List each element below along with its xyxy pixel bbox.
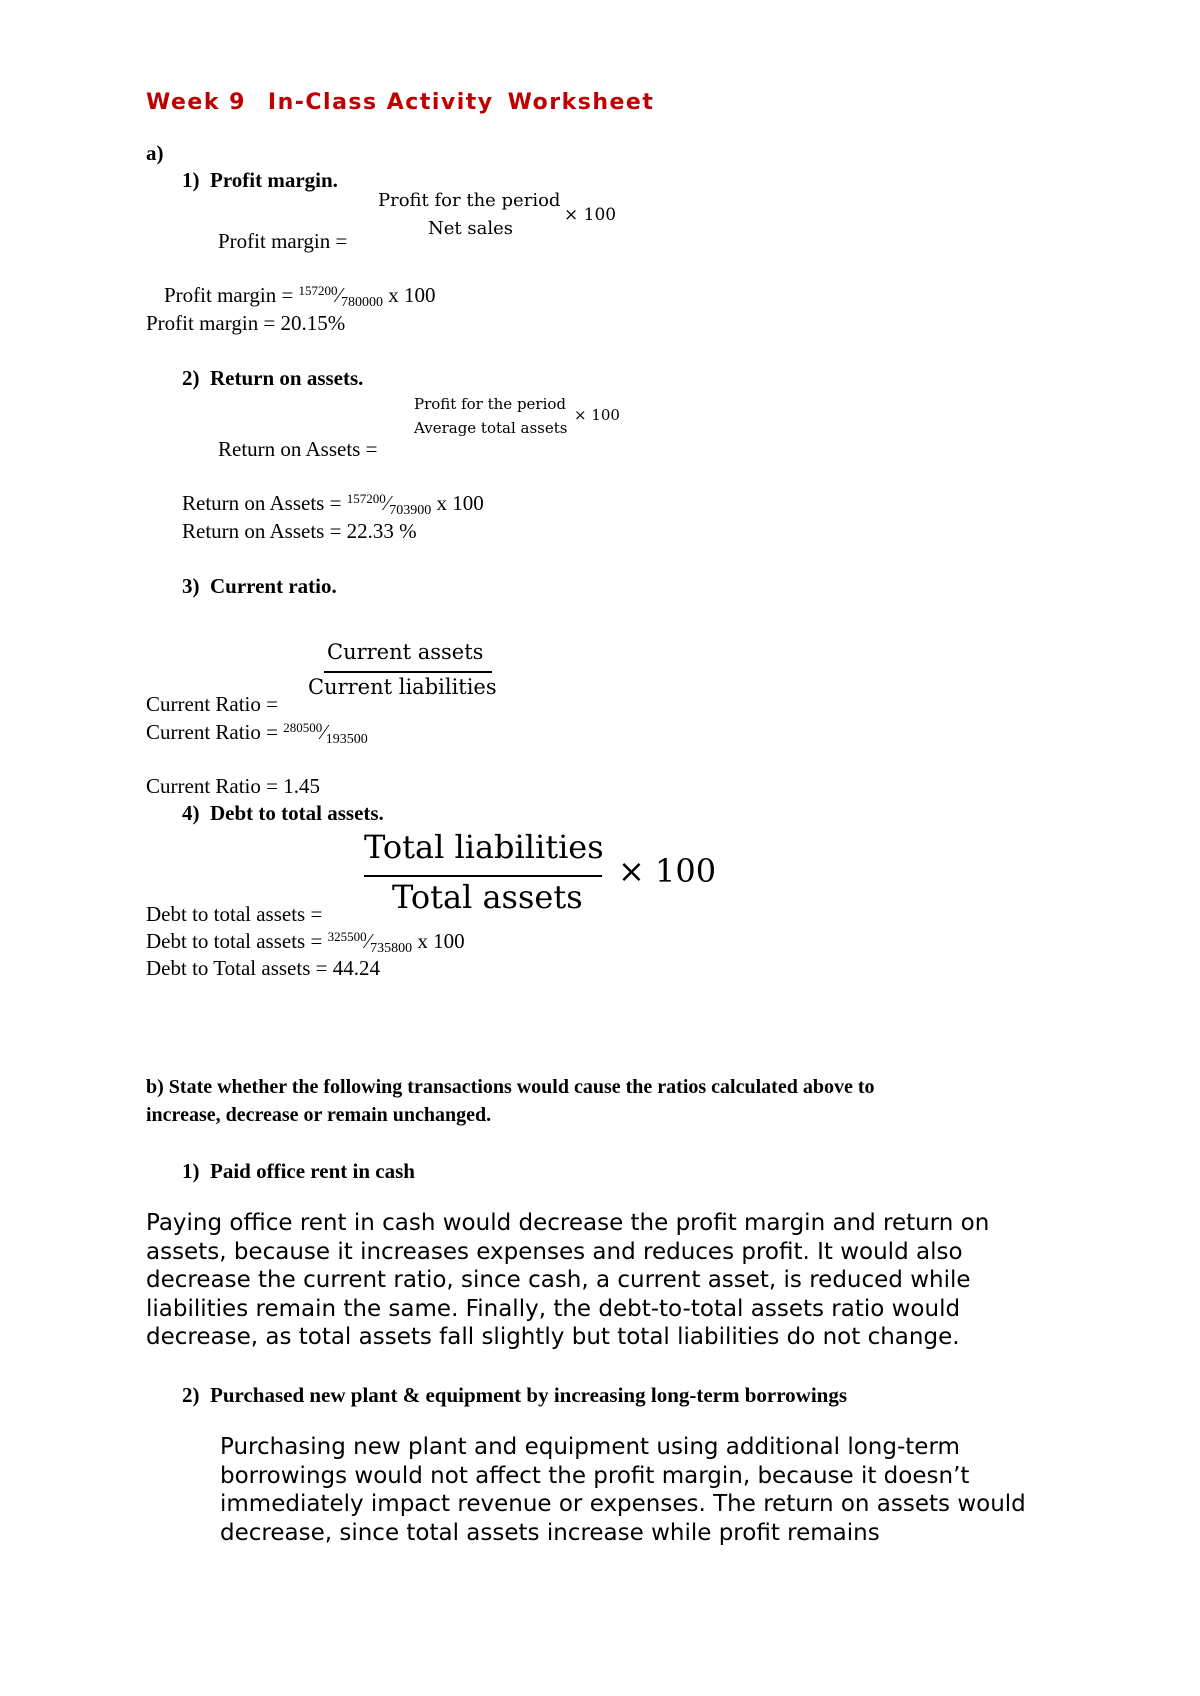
item-4-heading: 4) Debt to total assets. bbox=[182, 801, 384, 825]
item-1-heading: 1) Profit margin. bbox=[182, 168, 338, 192]
current-ratio-calc: Current Ratio = $^{280500}$⁄193500 bbox=[146, 720, 368, 747]
formula-numerator: Profit for the period bbox=[378, 190, 561, 211]
profit-margin-calc: Profit margin = $^{157200}$⁄780000 x 100 bbox=[164, 283, 436, 310]
current-ratio-formula bbox=[308, 640, 508, 706]
part-b-item-1-answer: Paying office rent in cash would decrease the profit margin and return on assets, because it increases expenses and reduces profit. It would also decrease the current ratio, since cash, a current asset, is reduced while liabilities remain the same. Finally, the debt-to-total assets ratio would decrease, as total assets fall slightly but total liabilities do not change. bbox=[146, 1210, 990, 1350]
formula-times: × 100 bbox=[564, 205, 617, 225]
formula-denominator: Total assets bbox=[392, 878, 583, 916]
title-week: Week 9 bbox=[146, 90, 246, 115]
formula-times: × 100 bbox=[574, 406, 620, 424]
roa-result: Return on Assets = 22.33 % bbox=[182, 519, 417, 543]
part-b-question-line2: increase, decrease or remain unchanged. bbox=[146, 1104, 492, 1126]
part-b-item-2-heading: 2) Purchased new plant & equipment by increasing long-term borrowings bbox=[182, 1383, 848, 1407]
item-3-heading: 3) Current ratio. bbox=[182, 574, 337, 598]
formula-numerator: Profit for the period bbox=[414, 395, 567, 413]
page-title bbox=[146, 90, 654, 115]
current-ratio-lhs: Current Ratio = bbox=[146, 692, 278, 716]
current-ratio-result: Current Ratio = 1.45 bbox=[146, 774, 320, 798]
formula-numerator: Current assets bbox=[327, 640, 484, 664]
profit-margin-result: Profit margin = 20.15% bbox=[146, 311, 346, 335]
roa-lhs: Return on Assets = bbox=[218, 437, 378, 461]
formula-numerator: Total liabilities bbox=[364, 828, 604, 866]
roa-formula bbox=[414, 395, 654, 445]
part-b-item-1-heading: 1) Paid office rent in cash bbox=[182, 1159, 415, 1183]
title-activity: In-Class Activity bbox=[267, 90, 494, 115]
debt-calc: Debt to total assets = $^{325500}$⁄735800 x 100 bbox=[146, 929, 465, 956]
debt-formula bbox=[364, 828, 724, 918]
roa-calc: Return on Assets = $^{157200}$⁄703900 x 100 bbox=[182, 491, 484, 518]
item-2-heading: 2) Return on assets. bbox=[182, 366, 364, 390]
profit-margin-formula bbox=[378, 190, 638, 250]
part-b-item-2-answer: Purchasing new plant and equipment using additional long-term borrowings would not affect the profit margin, because it doesn’t immediately impact revenue or expenses. The return on assets would decrease, since total assets increase while profit remains bbox=[220, 1434, 1026, 1546]
debt-lhs: Debt to total assets = bbox=[146, 902, 323, 926]
fraction-bar bbox=[364, 875, 602, 877]
title-worksheet: Worksheet bbox=[507, 90, 655, 115]
formula-times: × 100 bbox=[618, 852, 717, 890]
profit-margin-lhs: Profit margin = bbox=[218, 229, 348, 253]
part-a-label: a) bbox=[146, 141, 164, 165]
part-b-question-line1: b) State whether the following transactions would cause the ratios calculated above to bbox=[146, 1076, 875, 1098]
formula-denominator: Average total assets bbox=[414, 419, 568, 437]
fraction-bar bbox=[324, 671, 492, 673]
formula-denominator: Net sales bbox=[428, 218, 513, 239]
debt-result: Debt to Total assets = 44.24 bbox=[146, 956, 380, 980]
formula-denominator: Current liabilities bbox=[308, 675, 497, 699]
